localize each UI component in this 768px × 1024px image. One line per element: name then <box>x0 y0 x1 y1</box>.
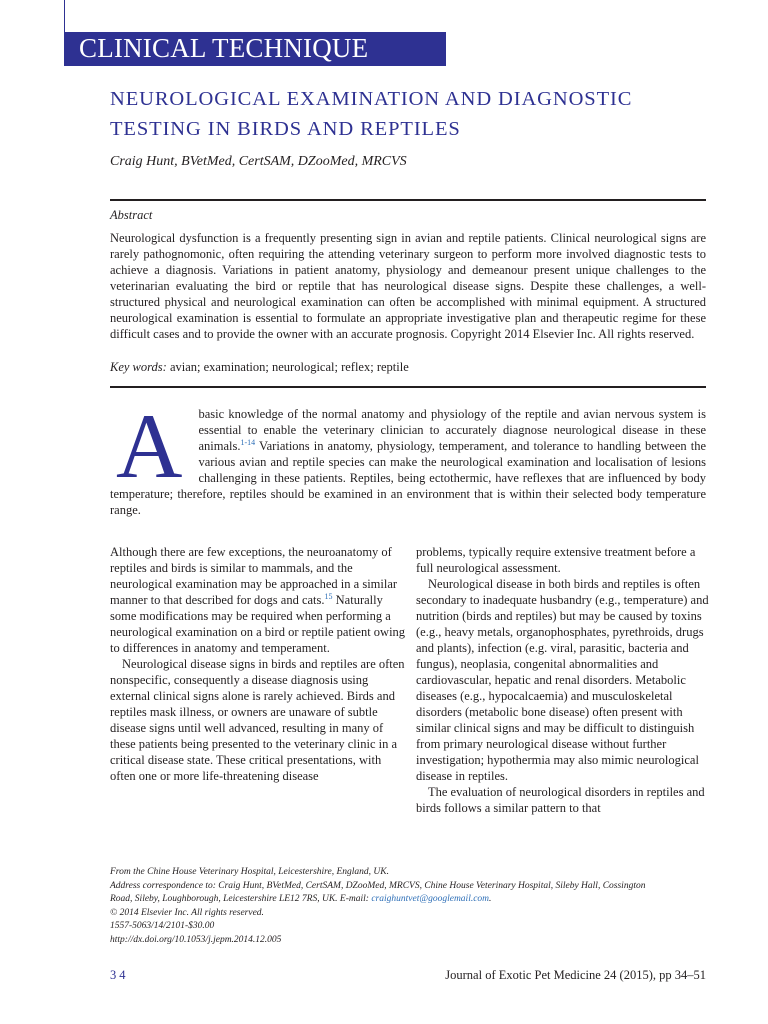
journal-citation: Journal of Exotic Pet Medicine 24 (2015), pp 34–51 <box>445 968 706 982</box>
footnote-address-end: . <box>489 894 492 904</box>
footnote-affiliation: From the Chine House Veterinary Hospital, Leicestershire, England, UK. <box>110 867 389 877</box>
footnote-address-2-text: Road, Sileby, Loughborough, Leicestershire LE12 7RS, UK. E-mail: <box>110 894 372 904</box>
author-email-link[interactable]: craighuntvet@googlemail.com <box>371 894 490 904</box>
keywords-list: avian; examination; neurological; reflex; reptile <box>169 360 409 374</box>
col2-paragraph-3: The evaluation of neurological disorders in reptiles and birds follows a similar pattern to that <box>416 785 705 815</box>
col1-p1-text-a: Although there are few exceptions, the neuroanatomy of reptiles and birds is similar to mammals, and the neurological examination may be approached in a similar manner to that described for dogs and cats. <box>110 545 398 607</box>
col1-paragraph-1 <box>110 544 406 656</box>
header-vertical-rule <box>64 0 65 32</box>
article-title-line-2: TESTING IN BIRDS AND REPTILES <box>110 118 461 140</box>
article-title <box>110 84 730 144</box>
page-number: 34 <box>110 968 129 982</box>
intro-paragraph <box>110 395 706 518</box>
col2-paragraph-1: problems, typically require extensive treatment before a full neurological assessment. <box>416 545 696 575</box>
body-column-left <box>110 544 406 784</box>
col1-p1-text-b: Naturally some modifications may be required when performing a neurological examination on a bird or reptile patient owing to differences in anatomy and temperament. <box>110 593 406 655</box>
footnote-address-2 <box>110 893 710 907</box>
footnotes <box>110 866 710 947</box>
abstract-top-rule <box>110 199 706 201</box>
footnote-doi[interactable]: http://dx.doi.org/10.1053/j.jepm.2014.12.005 <box>110 934 282 945</box>
col2-paragraph-2: Neurological disease in both birds and reptiles is often secondary to inadequate husbandry (e.g., temperature) and nutrition (birds and reptiles) but may be caused by toxins (e.g., heavy metals, organophosphates, pyrethroids, drugs and plants), infection (e.g. viral, parasitic, bacteria and fungus), neoplasia, congenital abnormalities and cardiovascular, hepatic and renal disorders. Metabolic diseases (e.g., hypocalcaemia) and musculoskeletal disorders (metabolic bone disease) often present with similar clinical signs and may be difficult to distinguish from primary neurological disease without further investigation; hypothermia may also mimic neurological disease in reptiles. <box>416 577 709 783</box>
abstract-body: Neurological dysfunction is a frequently presenting sign in avian and reptile patients. Clinical neurological signs are rarely pathognomonic, often requiring the attending veterinary surgeon to perform more involved diagnostic tests to achieve a diagnosis. Variations in patient anatomy, physiology and demeanour present unique challenges to the veterinarian evaluating the bird or reptile that has neurological disease signs. Despite these challenges, a well-structured physical and neurological examination can often be accomplished with minimal equipment. A structured neurological examination is essential to formulate an appropriate investigative plan and therapeutic regime for these difficult cases and to provide the owner with an accurate prognosis. Copyright 2014 Elsevier Inc. All rights reserved. <box>110 231 706 341</box>
citation-ref-1-14[interactable]: 1-14 <box>240 437 256 447</box>
abstract-bottom-rule <box>110 386 706 388</box>
article-title-line-1: NEUROLOGICAL EXAMINATION AND DIAGNOSTIC <box>110 88 633 110</box>
author-byline: Craig Hunt, BVetMed, CertSAM, DZooMed, MRCVS <box>110 154 407 169</box>
section-label: CLINICAL TECHNIQUE <box>79 33 369 63</box>
keywords-line <box>110 360 409 375</box>
abstract-heading: Abstract <box>110 208 153 222</box>
keywords-label: Key words: <box>110 360 167 374</box>
col1-paragraph-2: Neurological disease signs in birds and reptiles are often nonspecific, consequently a disease diagnosis using external clinical signs alone is rarely achieved. Birds and reptiles mask illness, or owners are unaware of subtle disease signs until well advanced, resulting in many of these patients being presented to the veterinary clinic in a critical disease state. These critical presentations, with often one or more life-threatening disease <box>110 657 405 783</box>
citation-ref-15[interactable]: 15 <box>324 591 333 601</box>
body-column-right <box>416 544 712 816</box>
footnote-address-1: Address correspondence to: Craig Hunt, BVetMed, CertSAM, DZooMed, MRCVS, Chine House Veterinary Hospital, Sileby Hall, Cossington <box>110 880 646 891</box>
drop-cap: A <box>116 395 183 497</box>
footnote-copyright: © 2014 Elsevier Inc. All rights reserved. <box>110 907 264 918</box>
intro-text-2: Variations in anatomy, physiology, temperament, and tolerance to handling between the various avian and reptile species can make the neurological examination and localisation of lesions challenging in these patients. Reptiles, being ectothermic, have reflexes that are influenced by body temperature; therefore, reptiles should be examined in an environment that is within their selected body temperature range. <box>110 439 706 517</box>
intro-text-1: basic knowledge of the normal anatomy and physiology of the reptile and avian nervous system is essential to enable the veterinary clinician to accurately diagnose neurological disease in these animals. <box>198 407 706 453</box>
footnote-issn: 1557-5063/14/2101-$30.00 <box>110 921 215 931</box>
